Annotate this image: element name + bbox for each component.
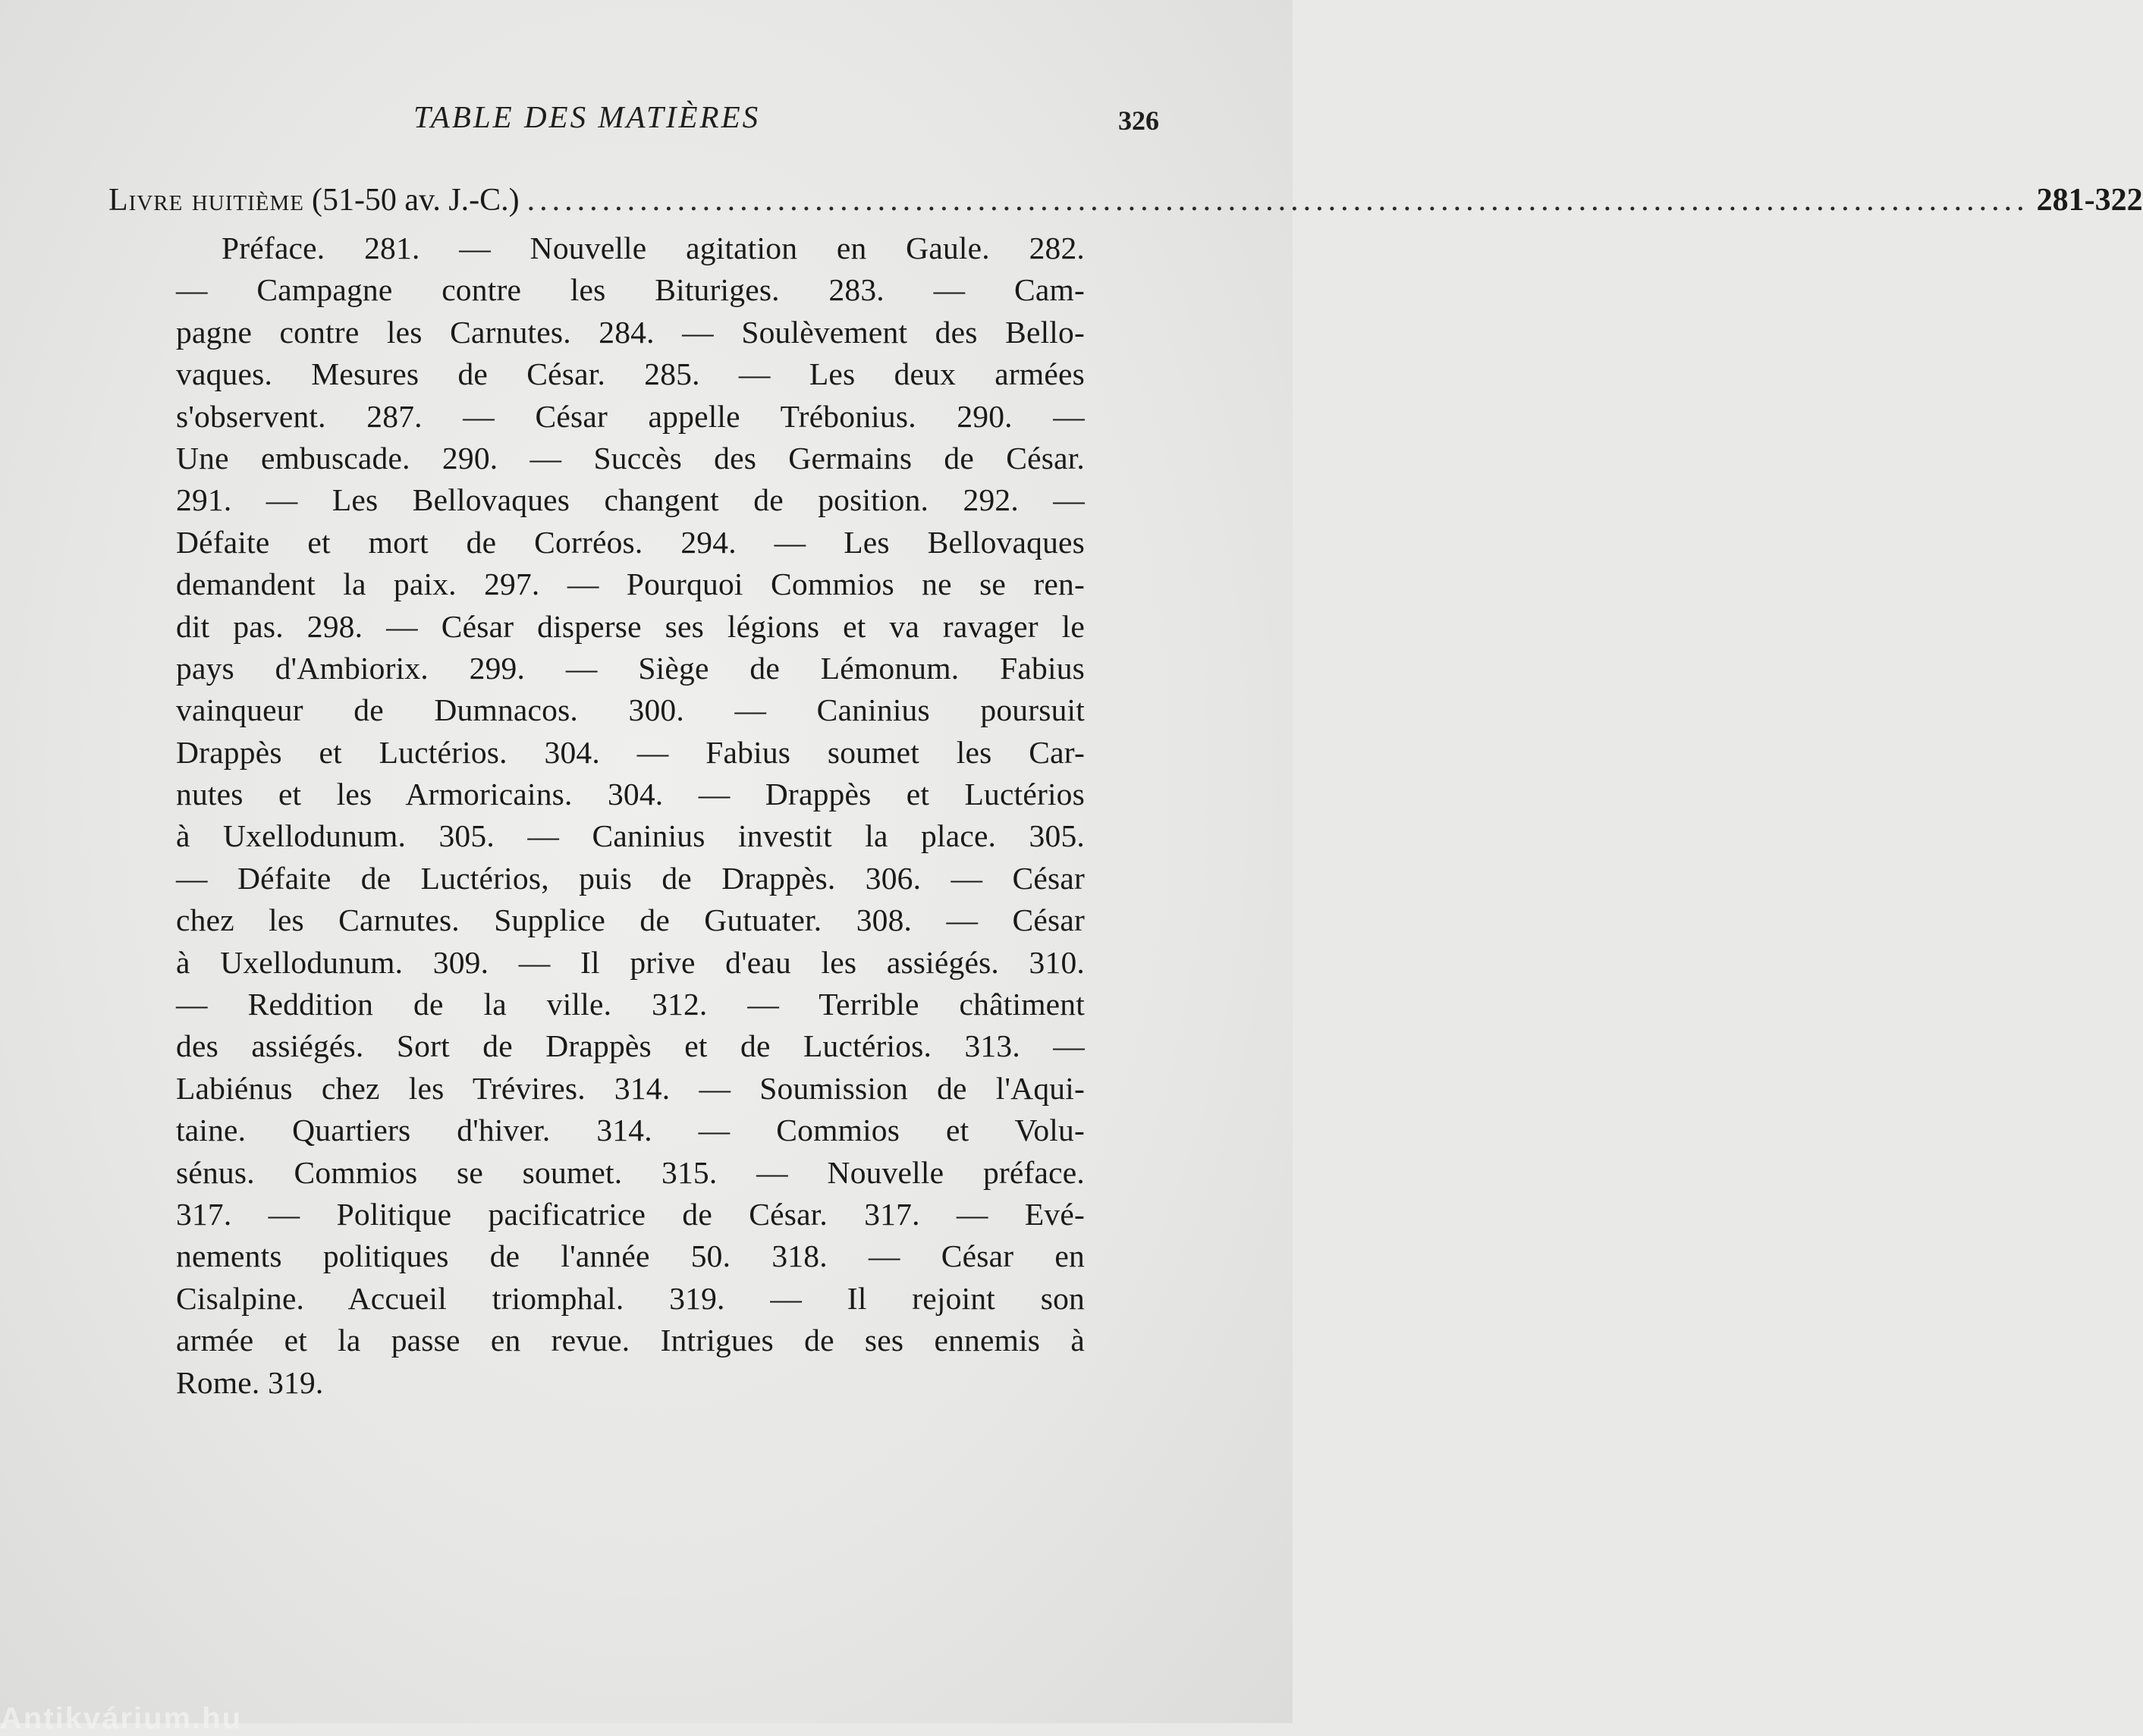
- watermark: Antikvárium.hu: [0, 1702, 243, 1735]
- toc-entry: [108, 182, 2143, 218]
- summary-line: pays d'Ambiorix. 299. — Siège de Lémonum. Fabius: [176, 650, 1085, 686]
- summary-line: Une embuscade. 290. — Succès des Germains de César.: [176, 440, 1085, 476]
- summary-line: s'observent. 287. — César appelle Trébonius. 290. —: [176, 398, 1085, 434]
- summary-line: armée et la passe en revue. Intrigues de ses ennemis à: [176, 1323, 1085, 1358]
- summary-line: 317. — Politique pacificatrice de César. 317. — Evé-: [176, 1196, 1085, 1232]
- summary-line: vaques. Mesures de César. 285. — Les deux armées: [176, 356, 1085, 392]
- toc-leader-dots: ........................................................................................................................: [526, 183, 2029, 218]
- summary-line: Drappès et Luctérios. 304. — Fabius soumet les Car-: [176, 734, 1085, 770]
- summary-line: dit pas. 298. — César disperse ses légions et va ravager le: [176, 608, 1085, 644]
- chapter-summary: [176, 228, 1085, 1404]
- toc-entry-pages: 281-322: [2036, 183, 2143, 218]
- summary-line: Préface. 281. — Nouvelle agitation en Gaule. 282.: [222, 231, 1085, 265]
- summary-line: — Reddition de la ville. 312. — Terrible châtiment: [176, 987, 1085, 1022]
- summary-line: demandent la paix. 297. — Pourquoi Commios ne se ren-: [176, 567, 1085, 602]
- summary-line: à Uxellodunum. 309. — Il prive d'eau les assiégés. 310.: [176, 944, 1085, 980]
- summary-line: vainqueur de Dumnacos. 300. — Caninius poursuit: [176, 692, 1085, 728]
- summary-line: — Défaite de Luctérios, puis de Drappès. 306. — César: [176, 860, 1085, 896]
- summary-line: Rome. 319.: [176, 1364, 324, 1400]
- summary-line: nements politiques de l'année 50. 318. — César en: [176, 1238, 1085, 1274]
- summary-line: Défaite et mort de Corréos. 294. — Les Bellovaques: [176, 524, 1085, 560]
- summary-line: Labiénus chez les Trévires. 314. — Soumission de l'Aqui-: [176, 1070, 1085, 1106]
- summary-line: sénus. Commios se soumet. 315. — Nouvelle préface.: [176, 1154, 1085, 1190]
- page-number: 326: [1118, 105, 1159, 136]
- toc-entry-title: Livre huitième: [108, 183, 304, 218]
- summary-line: taine. Quartiers d'hiver. 314. — Commios et Volu-: [176, 1113, 1085, 1148]
- summary-line: pagne contre les Carnutes. 284. — Soulèvement des Bello-: [176, 314, 1085, 350]
- summary-line: nutes et les Armoricains. 304. — Drappès et Luctérios: [176, 777, 1085, 812]
- summary-line: Cisalpine. Accueil triomphal. 319. — Il rejoint son: [176, 1280, 1085, 1316]
- summary-line: des assiégés. Sort de Drappès et de Luctérios. 313. —: [176, 1028, 1085, 1064]
- summary-line: chez les Carnutes. Supplice de Gutuater. 308. — César: [176, 903, 1085, 938]
- toc-entry-dates: (51-50 av. J.-C.): [311, 183, 520, 218]
- summary-line: à Uxellodunum. 305. — Caninius investit la place. 305.: [176, 818, 1085, 854]
- running-title: TABLE DES MATIÈRES: [413, 99, 761, 134]
- summary-line: — Campagne contre les Bituriges. 283. — Cam-: [176, 272, 1085, 308]
- summary-line: 291. — Les Bellovaques changent de position. 292. —: [176, 482, 1085, 518]
